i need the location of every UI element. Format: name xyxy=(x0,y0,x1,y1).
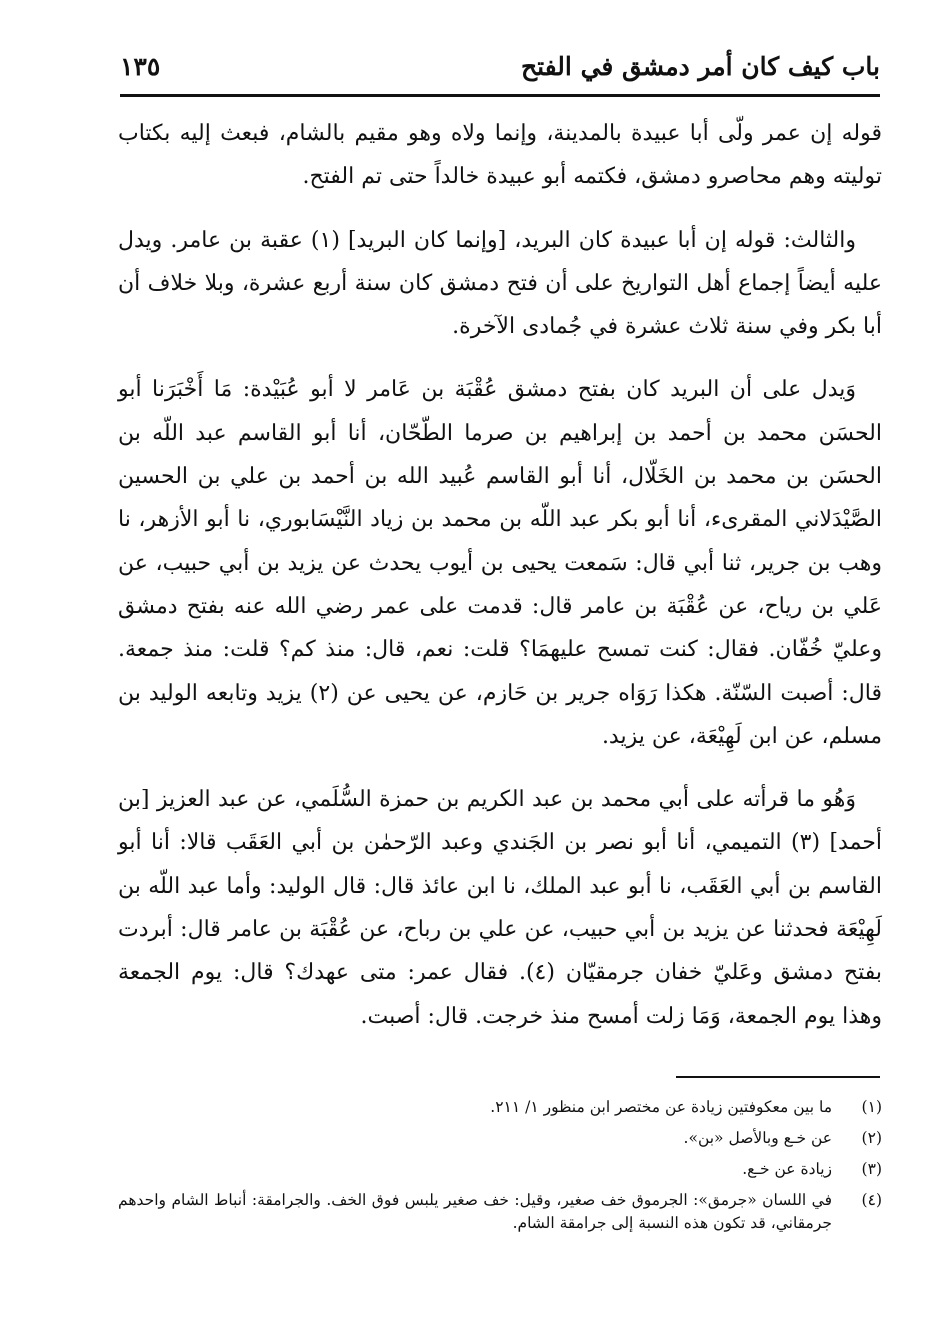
footnote-text: عن خـع وبالأصل «بن». xyxy=(683,1129,832,1147)
page-header xyxy=(120,48,880,94)
footnote-number: (٢) xyxy=(861,1129,882,1147)
footnote-text: ما بين معكوفتين زيادة عن مختصر ابن منظور ١/ ٢١١. xyxy=(490,1098,832,1116)
running-title: باب كيف كان أمر دمشق في الفتح xyxy=(520,52,880,81)
footnote-rule xyxy=(676,1076,880,1078)
footnotes xyxy=(118,1096,882,1243)
paragraph: وَهُو ما قرأته على أبي محمد بن عبد الكريم بن حمزة السُّلَمي، عن عبد العزيز [بن أحمد] (٣) التميمي، أنا أبو نصر بن الجَندي وعبد الرّحمٰن بن أبي العَقَب قالا: أنا أبو القاسم بن أبي العَقَب، نا أبو عبد الملك، نا ابن عائذ قال: قال الوليد: وأما عبد اللّه بن لَهِيْعَة فحدثنا عن يزيد بن أبي حبيب، عن علي بن رباح، عن عُقْبَة بن عامر قال: أبردت بفتح دمشق وعَليّ خفان جرمقيّان (٤). فقال عمر: متى عهدك؟ قال: يوم الجمعة وهذا يوم الجمعة، وَمَا زلت أمسح منذ خرجت. قال: أصبت. xyxy=(118,787,883,1029)
footnote xyxy=(118,1096,882,1119)
footnote-number: (٣) xyxy=(861,1160,882,1178)
header-rule xyxy=(120,94,880,97)
footnote-number: (٤) xyxy=(861,1191,882,1209)
paragraph: قوله إن عمر ولّى أبا عبيدة بالمدينة، وإنما ولاه وهو مقيم بالشام، فبعث إليه بكتاب توليته وهم محاصرو دمشق، فكتمه أبو عبيدة خالداً حتى تم الفتح. xyxy=(118,121,882,190)
footnote xyxy=(118,1158,882,1181)
main-text xyxy=(118,112,882,1058)
footnote xyxy=(118,1189,882,1235)
page-number: ١٣٥ xyxy=(120,52,161,81)
paragraph: والثالث: قوله إن أبا عبيدة كان البريد، [وإنما كان البريد] (١) عقبة بن عامر. ويدل عليه أيضاً إجماع أهل التواريخ على أن فتح دمشق كان سنة أربع عشرة، وبلا خلاف أن أبا بكر وفي سنة ثلاث عشرة في جُمادى الآخرة. xyxy=(118,227,882,340)
footnote-text: في اللسان «جرمق»: الجرموق خف صغير، وقيل: خف صغير يلبس فوق الخف. والجرامقة: أنباط الشام واحدهم جرمقاني، قد تكون هذه النسبة إلى جرامقة الشام. xyxy=(118,1191,832,1232)
footnote xyxy=(118,1127,882,1150)
footnote-number: (١) xyxy=(861,1098,882,1116)
footnote-text: زيادة عن خـع. xyxy=(742,1160,832,1178)
paragraph: وَيدل على أن البريد كان بفتح دمشق عُقْبَة بن عَامر لا أبو عُبَيْدة: مَا أَخْبَرَنا أبو الحسَن محمد بن أحمد بن إبراهيم بن صرما الطّحّان، أنا أبو القاسم عبد اللّه بن الحسَن بن محمد بن الخَلّال، أنا أبو القاسم عُبيد الله بن أحمد بن علي بن الحسين الصَّيْدَلاني المقرىء، أنا أبو بكر عبد اللّه بن محمد بن زياد النَّيْسَابوري، نا أبو الأزهر، نا وهب بن جرير، ثنا أبي قال: سَمعت يحيى بن أيوب يحدث عن يزيد بن أبي حبيب، عن عَلي بن رياح، عن عُقْبَة بن عامر قال: قدمت على عمر رضي الله عنه بفتح دمشق وعليّ خُفّان. فقال: كنت تمسح عليهمَا؟ قلت: نعم، قال: منذ كم؟ قلت: منذ جمعة. قال: أصبت السّنّة. هكذا رَوَاه جرير بن حَازم، عن يحيى عن (٢) يزيد وتابعه الوليد بن مسلم، عن ابن لَهِيْعَة، عن يزيد. xyxy=(118,377,882,749)
